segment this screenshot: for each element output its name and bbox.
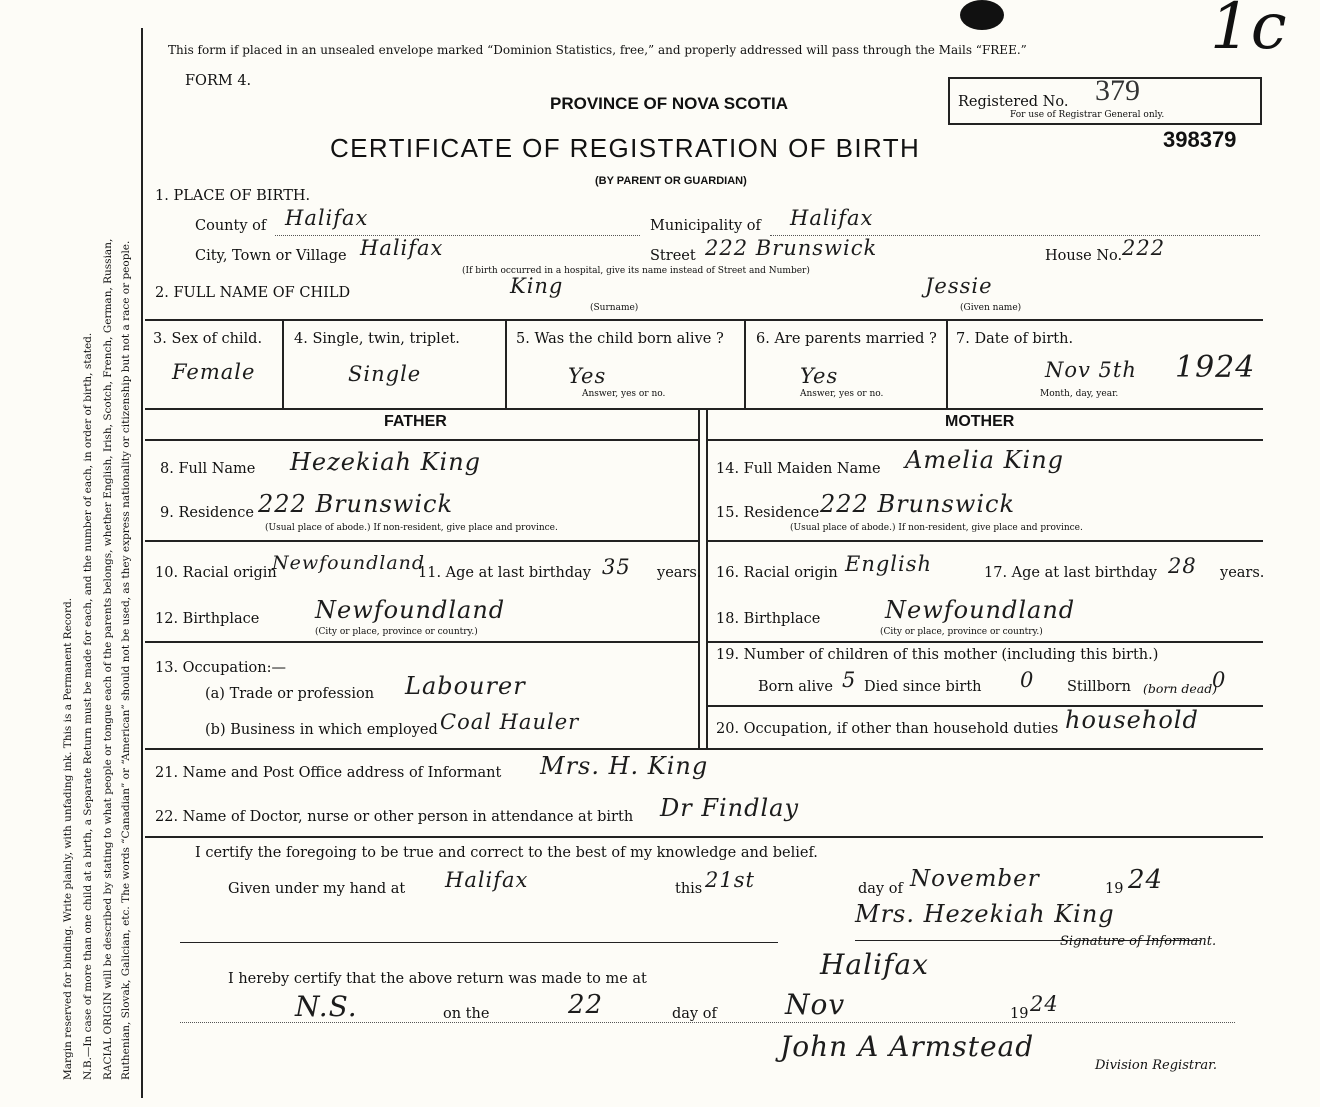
parents-married-label: 6. Are parents married ?: [756, 331, 937, 347]
row-line: [706, 540, 1263, 542]
col-line: [744, 321, 746, 408]
child-name-label: 2. FULL NAME OF CHILD: [155, 285, 351, 301]
certify-statement: I certify the foregoing to be true and correct to the best of my knowledge and belief.: [195, 845, 818, 861]
father-racial-value: Newfoundland: [272, 552, 426, 574]
informant-value: Mrs. H. King: [540, 752, 709, 780]
dob-year-value: 1924: [1175, 350, 1256, 385]
sex-value: Female: [172, 360, 256, 384]
file-number: 398379: [1163, 127, 1237, 152]
city-place-caption: (City or place, province or country.): [880, 627, 1043, 637]
house-no-value: 222: [1122, 236, 1166, 260]
county-value: Halifax: [285, 206, 369, 230]
father-age-value: 35: [602, 555, 631, 579]
given-year-value: 24: [1128, 865, 1164, 895]
county-label: County of: [195, 218, 267, 234]
born-dead-caption: (born dead): [1143, 681, 1218, 696]
informant-label: 21. Name and Post Office address of Informant: [155, 765, 502, 781]
dotted-line: [180, 1022, 1235, 1023]
child-given-name-value: Jessie: [925, 274, 993, 298]
parents-married-value: Yes: [800, 364, 839, 388]
plurality-label: 4. Single, twin, triplet.: [294, 331, 460, 347]
mother-residence-value: 222 Brunswick: [820, 490, 1015, 518]
page-title: CERTIFICATE OF REGISTRATION OF BIRTH: [330, 133, 921, 163]
place-of-birth-label: 1. PLACE OF BIRTH.: [155, 188, 311, 204]
row-line: [145, 319, 1263, 321]
this-label: this: [675, 881, 703, 897]
given-place-value: Halifax: [445, 868, 529, 892]
day-of-label-2: day of: [672, 1006, 717, 1022]
father-birthplace-value: Newfoundland: [315, 596, 506, 624]
usual-abode-caption: (Usual place of abode.) If non-resident, give place and province.: [790, 523, 1083, 533]
row-line: [145, 408, 1263, 410]
mother-racial-value: English: [845, 552, 933, 576]
father-name-value: Hezekiah King: [290, 448, 482, 476]
street-label: Street: [650, 248, 696, 264]
registrar-place-value: Halifax: [820, 948, 929, 981]
row-line: [145, 439, 698, 441]
father-birthplace-label: 12. Birthplace: [155, 611, 260, 627]
dotted-line: [275, 235, 640, 236]
father-business-value: Coal Hauler: [440, 710, 580, 734]
given-day-value: 21st: [705, 868, 755, 892]
mother-age-label: 17. Age at last birthday: [984, 565, 1157, 581]
margin-note-binding: Margin reserved for binding. Write plainly, with unfading ink. This is a Permanent Record.: [62, 597, 74, 1080]
mother-birthplace-value: Newfoundland: [885, 596, 1076, 624]
registered-label: Registered No.: [958, 94, 1069, 110]
col-line: [946, 321, 948, 408]
registrar-month-value: Nov: [785, 988, 846, 1021]
business-label: (b) Business in which employed: [205, 722, 438, 738]
row-line: [145, 641, 698, 643]
father-heading: FATHER: [384, 413, 447, 430]
month-day-year-caption: Month, day, year.: [1040, 389, 1119, 399]
doctor-value: Dr Findlay: [660, 794, 800, 822]
city-place-caption: (City or place, province or country.): [315, 627, 478, 637]
hereby-certify-label: I hereby certify that the above return was made to me at: [228, 971, 647, 987]
street-value: 222 Brunswick: [705, 236, 878, 260]
father-residence-value: 222 Brunswick: [258, 490, 453, 518]
given-month-value: November: [910, 866, 1040, 892]
corner-mark: 1c: [1210, 0, 1287, 64]
province-heading: PROVINCE OF NOVA SCOTIA: [550, 94, 789, 113]
form-number: FORM 4.: [185, 73, 252, 89]
mother-occupation-value: household: [1065, 706, 1199, 734]
dob-month-day-value: Nov 5th: [1045, 358, 1137, 382]
trade-label: (a) Trade or profession: [205, 686, 375, 702]
stillborn-label: Stillborn: [1067, 679, 1131, 695]
municipality-label: Municipality of: [650, 218, 761, 234]
sex-label: 3. Sex of child.: [153, 331, 263, 347]
born-alive-count-value: 5: [842, 668, 857, 692]
mother-racial-label: 16. Racial origin: [716, 565, 838, 581]
informant-signature: Mrs. Hezekiah King: [855, 900, 1115, 928]
margin-note-racial: RACIAL ORIGIN will be described by stating to what people or tongue each of the parents belongs, whether English, Irish, Scotch, French, German, Russian,: [102, 238, 114, 1080]
father-trade-value: Labourer: [405, 672, 526, 700]
mother-age-value: 28: [1168, 554, 1197, 578]
row-line: [145, 748, 1263, 750]
occupation-label: 13. Occupation:—: [155, 660, 286, 676]
signature-line: [180, 942, 778, 943]
margin-note-racial-2: Ruthenian, Slovak, Galician, etc. The words “Canadian” or “American” should not be used, as they express nationality or citizenship but not a race or people.: [120, 240, 132, 1080]
died-since-label: Died since birth: [864, 679, 982, 695]
father-name-label: 8. Full Name: [160, 461, 256, 477]
doctor-label: 22. Name of Doctor, nurse or other person in attendance at birth: [155, 809, 634, 825]
row-line: [706, 641, 1263, 643]
born-alive-count-label: Born alive: [758, 679, 833, 695]
father-racial-label: 10. Racial origin: [155, 565, 277, 581]
given-under-label: Given under my hand at: [228, 881, 406, 897]
year-prefix: 19: [1105, 881, 1124, 897]
division-registrar-caption: Division Registrar.: [1095, 1058, 1217, 1073]
year-prefix-2: 19: [1010, 1006, 1029, 1022]
father-residence-label: 9. Residence: [160, 505, 254, 521]
born-alive-value: Yes: [568, 364, 607, 388]
margin-note-nb: N.B.—In case of more than one child at a birth, a Separate Return must be made for each, and the number of each, in order of birth, stated.: [82, 332, 94, 1080]
ink-blot: [960, 0, 1004, 30]
hospital-note: (If birth occurred in a hospital, give its name instead of Street and Number): [462, 266, 810, 276]
col-line: [505, 321, 507, 408]
mother-heading: MOTHER: [945, 413, 1015, 430]
registrar-mark-value: N.S.: [295, 990, 358, 1023]
father-age-label: 11. Age at last birthday: [418, 565, 591, 581]
registered-number: 379: [1095, 74, 1140, 107]
mother-residence-label: 15. Residence: [716, 505, 820, 521]
registrar-note: For use of Registrar General only.: [1010, 110, 1165, 120]
col-line: [282, 321, 284, 408]
date-of-birth-label: 7. Date of birth.: [956, 331, 1074, 347]
plurality-value: Single: [348, 362, 422, 386]
born-alive-label: 5. Was the child born alive ?: [516, 331, 724, 347]
registrar-day-value: 22: [568, 990, 604, 1020]
years-label: years.: [1220, 565, 1265, 581]
children-count-label: 19. Number of children of this mother (including this birth.): [716, 647, 1159, 663]
left-border: [141, 28, 143, 1098]
house-no-label: House No.: [1045, 248, 1123, 264]
day-of-label: day of: [858, 881, 903, 897]
years-label: years.: [657, 565, 702, 581]
registrar-year-value: 24: [1030, 992, 1059, 1016]
mother-name-value: Amelia King: [905, 446, 1065, 474]
city-label: City, Town or Village: [195, 248, 347, 264]
registrar-signature: John A Armstead: [780, 1030, 1035, 1063]
municipality-value: Halifax: [790, 206, 874, 230]
on-the-label: on the: [443, 1006, 490, 1022]
city-value: Halifax: [360, 236, 444, 260]
mail-notice: This form if placed in an unsealed envelope marked “Dominion Statistics, free,” and properly addressed will pass through the Mails “FREE.”: [168, 43, 1027, 57]
row-line: [145, 540, 698, 542]
row-line: [145, 836, 1263, 838]
mother-birthplace-label: 18. Birthplace: [716, 611, 821, 627]
signature-informant-caption: Signature of Informant.: [1060, 934, 1217, 949]
answer-caption: Answer, yes or no.: [582, 389, 666, 399]
died-since-value: 0: [1020, 668, 1035, 692]
mother-occupation-label: 20. Occupation, if other than household duties: [716, 721, 1059, 737]
stillborn-value: 0: [1212, 668, 1227, 692]
given-name-caption: (Given name): [960, 303, 1022, 313]
usual-abode-caption: (Usual place of abode.) If non-resident, give place and province.: [265, 523, 558, 533]
col-line: [706, 410, 708, 748]
page-subtitle: (BY PARENT OR GUARDIAN): [595, 175, 747, 187]
surname-caption: (Surname): [590, 303, 639, 313]
mother-name-label: 14. Full Maiden Name: [716, 461, 881, 477]
answer-caption: Answer, yes or no.: [800, 389, 884, 399]
child-surname-value: King: [510, 274, 564, 298]
row-line: [706, 439, 1263, 441]
